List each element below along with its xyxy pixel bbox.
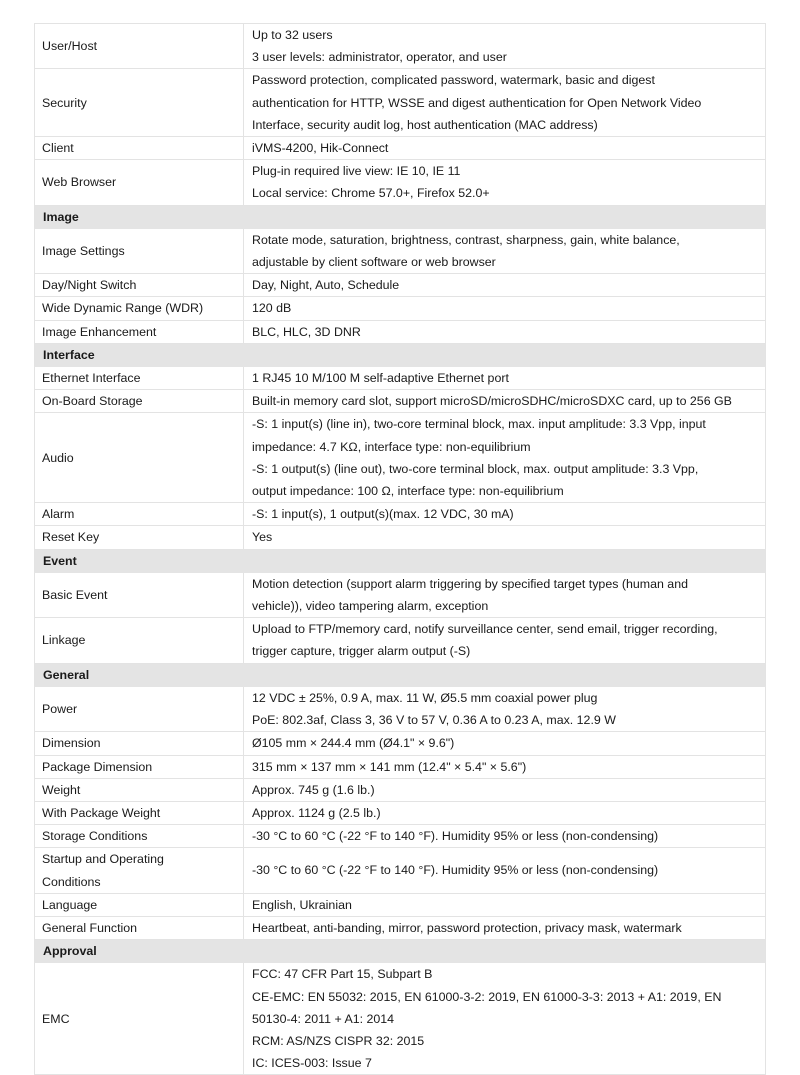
spec-label: On-Board Storage <box>35 390 244 413</box>
section-header-event <box>35 549 766 572</box>
section-title: General <box>35 663 766 686</box>
spec-value <box>244 503 766 526</box>
spec-label: Linkage <box>35 618 244 663</box>
spec-value-line: -S: 1 input(s) (line in), two-core terminal block, max. input amplitude: 3.3 Vpp, input <box>252 417 706 432</box>
spec-value <box>244 413 766 503</box>
section-header-image <box>35 205 766 228</box>
spec-value-line: 120 dB <box>252 301 292 316</box>
spec-row-power <box>35 686 766 731</box>
spec-row-client <box>35 137 766 160</box>
spec-row-on-board-storage <box>35 390 766 413</box>
spec-row-ethernet-interface <box>35 367 766 390</box>
spec-value-line: -S: 1 input(s), 1 output(s)(max. 12 VDC, 30 mA) <box>252 507 514 522</box>
spec-value-line: Upload to FTP/memory card, notify surveillance center, send email, trigger recording, <box>252 622 718 637</box>
spec-value <box>244 825 766 848</box>
spec-value-line: iVMS-4200, Hik-Connect <box>252 141 389 156</box>
section-title: Approval <box>35 940 766 963</box>
spec-value-line: Approx. 1124 g (2.5 lb.) <box>252 805 381 820</box>
spec-value-line: Up to 32 users <box>252 28 333 42</box>
spec-label: Image Enhancement <box>35 320 244 343</box>
spec-label: Client <box>35 137 244 160</box>
spec-row-security <box>35 69 766 137</box>
spec-label <box>35 848 244 893</box>
spec-value-line: BLC, HLC, 3D DNR <box>252 324 361 339</box>
spec-value-line: 1 RJ45 10 M/100 M self-adaptive Ethernet port <box>252 371 509 386</box>
specification-table <box>34 23 766 1075</box>
spec-label: Storage Conditions <box>35 825 244 848</box>
spec-value <box>244 755 766 778</box>
spec-row-day-night-switch <box>35 274 766 297</box>
spec-value <box>244 963 766 1075</box>
spec-value <box>244 274 766 297</box>
spec-value-line: Interface, security audit log, host authentication (MAC address) <box>252 117 598 132</box>
spec-value <box>244 367 766 390</box>
spec-value-line: IC: ICES-003: Issue 7 <box>252 1056 372 1071</box>
spec-value-line: 3 user levels: administrator, operator, and user <box>252 50 507 65</box>
spec-value-line: Yes <box>252 530 273 545</box>
spec-value-line: PoE: 802.3af, Class 3, 36 V to 57 V, 0.36 A to 0.23 A, max. 12.9 W <box>252 713 616 728</box>
spec-value <box>244 24 766 69</box>
spec-value-line: CE-EMC: EN 55032: 2015, EN 61000-3-2: 2019, EN 61000-3-3: 2013 + A1: 2019, EN <box>252 989 722 1004</box>
spec-value-line: Motion detection (support alarm triggering by specified target types (human and <box>252 576 688 591</box>
spec-value <box>244 390 766 413</box>
spec-value <box>244 297 766 320</box>
spec-value-line: Heartbeat, anti-banding, mirror, password protection, privacy mask, watermark <box>252 920 682 935</box>
spec-value-line: adjustable by client software or web browser <box>252 255 496 270</box>
spec-value-line: 315 mm × 137 mm × 141 mm (12.4" × 5.4" × 5.6") <box>252 759 527 774</box>
spec-value <box>244 801 766 824</box>
spec-row-user-host <box>35 24 766 69</box>
spec-row-with-package-weight <box>35 801 766 824</box>
spec-value <box>244 686 766 731</box>
spec-label: Day/Night Switch <box>35 274 244 297</box>
spec-value-line: authentication for HTTP, WSSE and digest authentication for Open Network Video <box>252 95 702 110</box>
spec-value <box>244 572 766 617</box>
spec-value-line: -30 °C to 60 °C (-22 °F to 140 °F). Humidity 95% or less (non-condensing) <box>252 829 659 844</box>
spec-value-line: Plug-in required live view: IE 10, IE 11 <box>252 164 461 179</box>
spec-value <box>244 893 766 916</box>
spec-row-weight <box>35 778 766 801</box>
spec-value-line: Local service: Chrome 57.0+, Firefox 52.0+ <box>252 186 490 201</box>
spec-label: Language <box>35 893 244 916</box>
specification-table-body <box>35 24 766 1075</box>
section-title: Image <box>35 205 766 228</box>
spec-value-line: vehicle)), video tampering alarm, exception <box>252 599 489 614</box>
spec-value-line: trigger capture, trigger alarm output (-S) <box>252 644 471 659</box>
spec-value-line: 50130-4: 2011 + A1: 2014 <box>252 1011 395 1026</box>
spec-value <box>244 778 766 801</box>
spec-value-line: output impedance: 100 Ω, interface type: non-equilibrium <box>252 484 564 499</box>
spec-value-line: Ø105 mm × 244.4 mm (Ø4.1" × 9.6") <box>252 736 455 751</box>
section-header-interface <box>35 343 766 366</box>
section-title: Event <box>35 549 766 572</box>
spec-value-line: Built-in memory card slot, support microSD/microSDHC/microSDXC card, up to 256 GB <box>252 394 732 409</box>
section-title: Interface <box>35 343 766 366</box>
spec-label: Ethernet Interface <box>35 367 244 390</box>
spec-value-line: Day, Night, Auto, Schedule <box>252 278 400 293</box>
section-header-general <box>35 663 766 686</box>
spec-label: Image Settings <box>35 228 244 273</box>
spec-label: Audio <box>35 413 244 503</box>
spec-row-language <box>35 893 766 916</box>
spec-label: Basic Event <box>35 572 244 617</box>
spec-label-line: Conditions <box>42 874 101 889</box>
spec-row-general-function <box>35 916 766 939</box>
spec-label: EMC <box>35 963 244 1075</box>
section-header-approval <box>35 940 766 963</box>
spec-row-image-enhancement <box>35 320 766 343</box>
spec-row-dimension <box>35 732 766 755</box>
spec-row-basic-event <box>35 572 766 617</box>
spec-value-line: -S: 1 output(s) (line out), two-core terminal block, max. output amplitude: 3.3 Vpp, <box>252 461 699 476</box>
spec-label: Alarm <box>35 503 244 526</box>
spec-label: Reset Key <box>35 526 244 549</box>
spec-value-line: Password protection, complicated password, watermark, basic and digest <box>252 73 655 88</box>
spec-value-line: Rotate mode, saturation, brightness, contrast, sharpness, gain, white balance, <box>252 232 680 247</box>
spec-value <box>244 732 766 755</box>
spec-value-line: -30 °C to 60 °C (-22 °F to 140 °F). Humidity 95% or less (non-condensing) <box>252 863 659 878</box>
spec-label: Wide Dynamic Range (WDR) <box>35 297 244 320</box>
spec-row-audio <box>35 413 766 503</box>
spec-label: Power <box>35 686 244 731</box>
spec-value <box>244 526 766 549</box>
spec-label: Package Dimension <box>35 755 244 778</box>
spec-row-alarm <box>35 503 766 526</box>
spec-label: Security <box>35 69 244 137</box>
spec-value <box>244 618 766 663</box>
spec-label: User/Host <box>35 24 244 69</box>
spec-row-wide-dynamic-range-wdr <box>35 297 766 320</box>
spec-value <box>244 137 766 160</box>
spec-row-web-browser <box>35 160 766 205</box>
spec-label: Dimension <box>35 732 244 755</box>
spec-value-line: impedance: 4.7 KΩ, interface type: non-equilibrium <box>252 439 531 454</box>
spec-label: Web Browser <box>35 160 244 205</box>
spec-value-line: Approx. 745 g (1.6 lb.) <box>252 782 375 797</box>
spec-row-linkage <box>35 618 766 663</box>
spec-label: Weight <box>35 778 244 801</box>
spec-label: With Package Weight <box>35 801 244 824</box>
spec-value <box>244 916 766 939</box>
spec-value-line: English, Ukrainian <box>252 897 352 912</box>
spec-row-storage-conditions <box>35 825 766 848</box>
spec-value <box>244 160 766 205</box>
spec-value <box>244 320 766 343</box>
spec-row-emc <box>35 963 766 1075</box>
spec-label-line: Startup and Operating <box>42 852 164 867</box>
spec-value <box>244 69 766 137</box>
spec-value <box>244 848 766 893</box>
spec-row-image-settings <box>35 228 766 273</box>
spec-label: General Function <box>35 916 244 939</box>
spec-value-line: 12 VDC ± 25%, 0.9 A, max. 11 W, Ø5.5 mm coaxial power plug <box>252 690 598 705</box>
spec-row-package-dimension <box>35 755 766 778</box>
spec-value-line: FCC: 47 CFR Part 15, Subpart B <box>252 967 433 982</box>
spec-row-reset-key <box>35 526 766 549</box>
spec-sheet <box>34 23 766 1075</box>
spec-value-line: RCM: AS/NZS CISPR 32: 2015 <box>252 1033 425 1048</box>
spec-row-startup-and-operating-conditions <box>35 848 766 893</box>
spec-value <box>244 228 766 273</box>
